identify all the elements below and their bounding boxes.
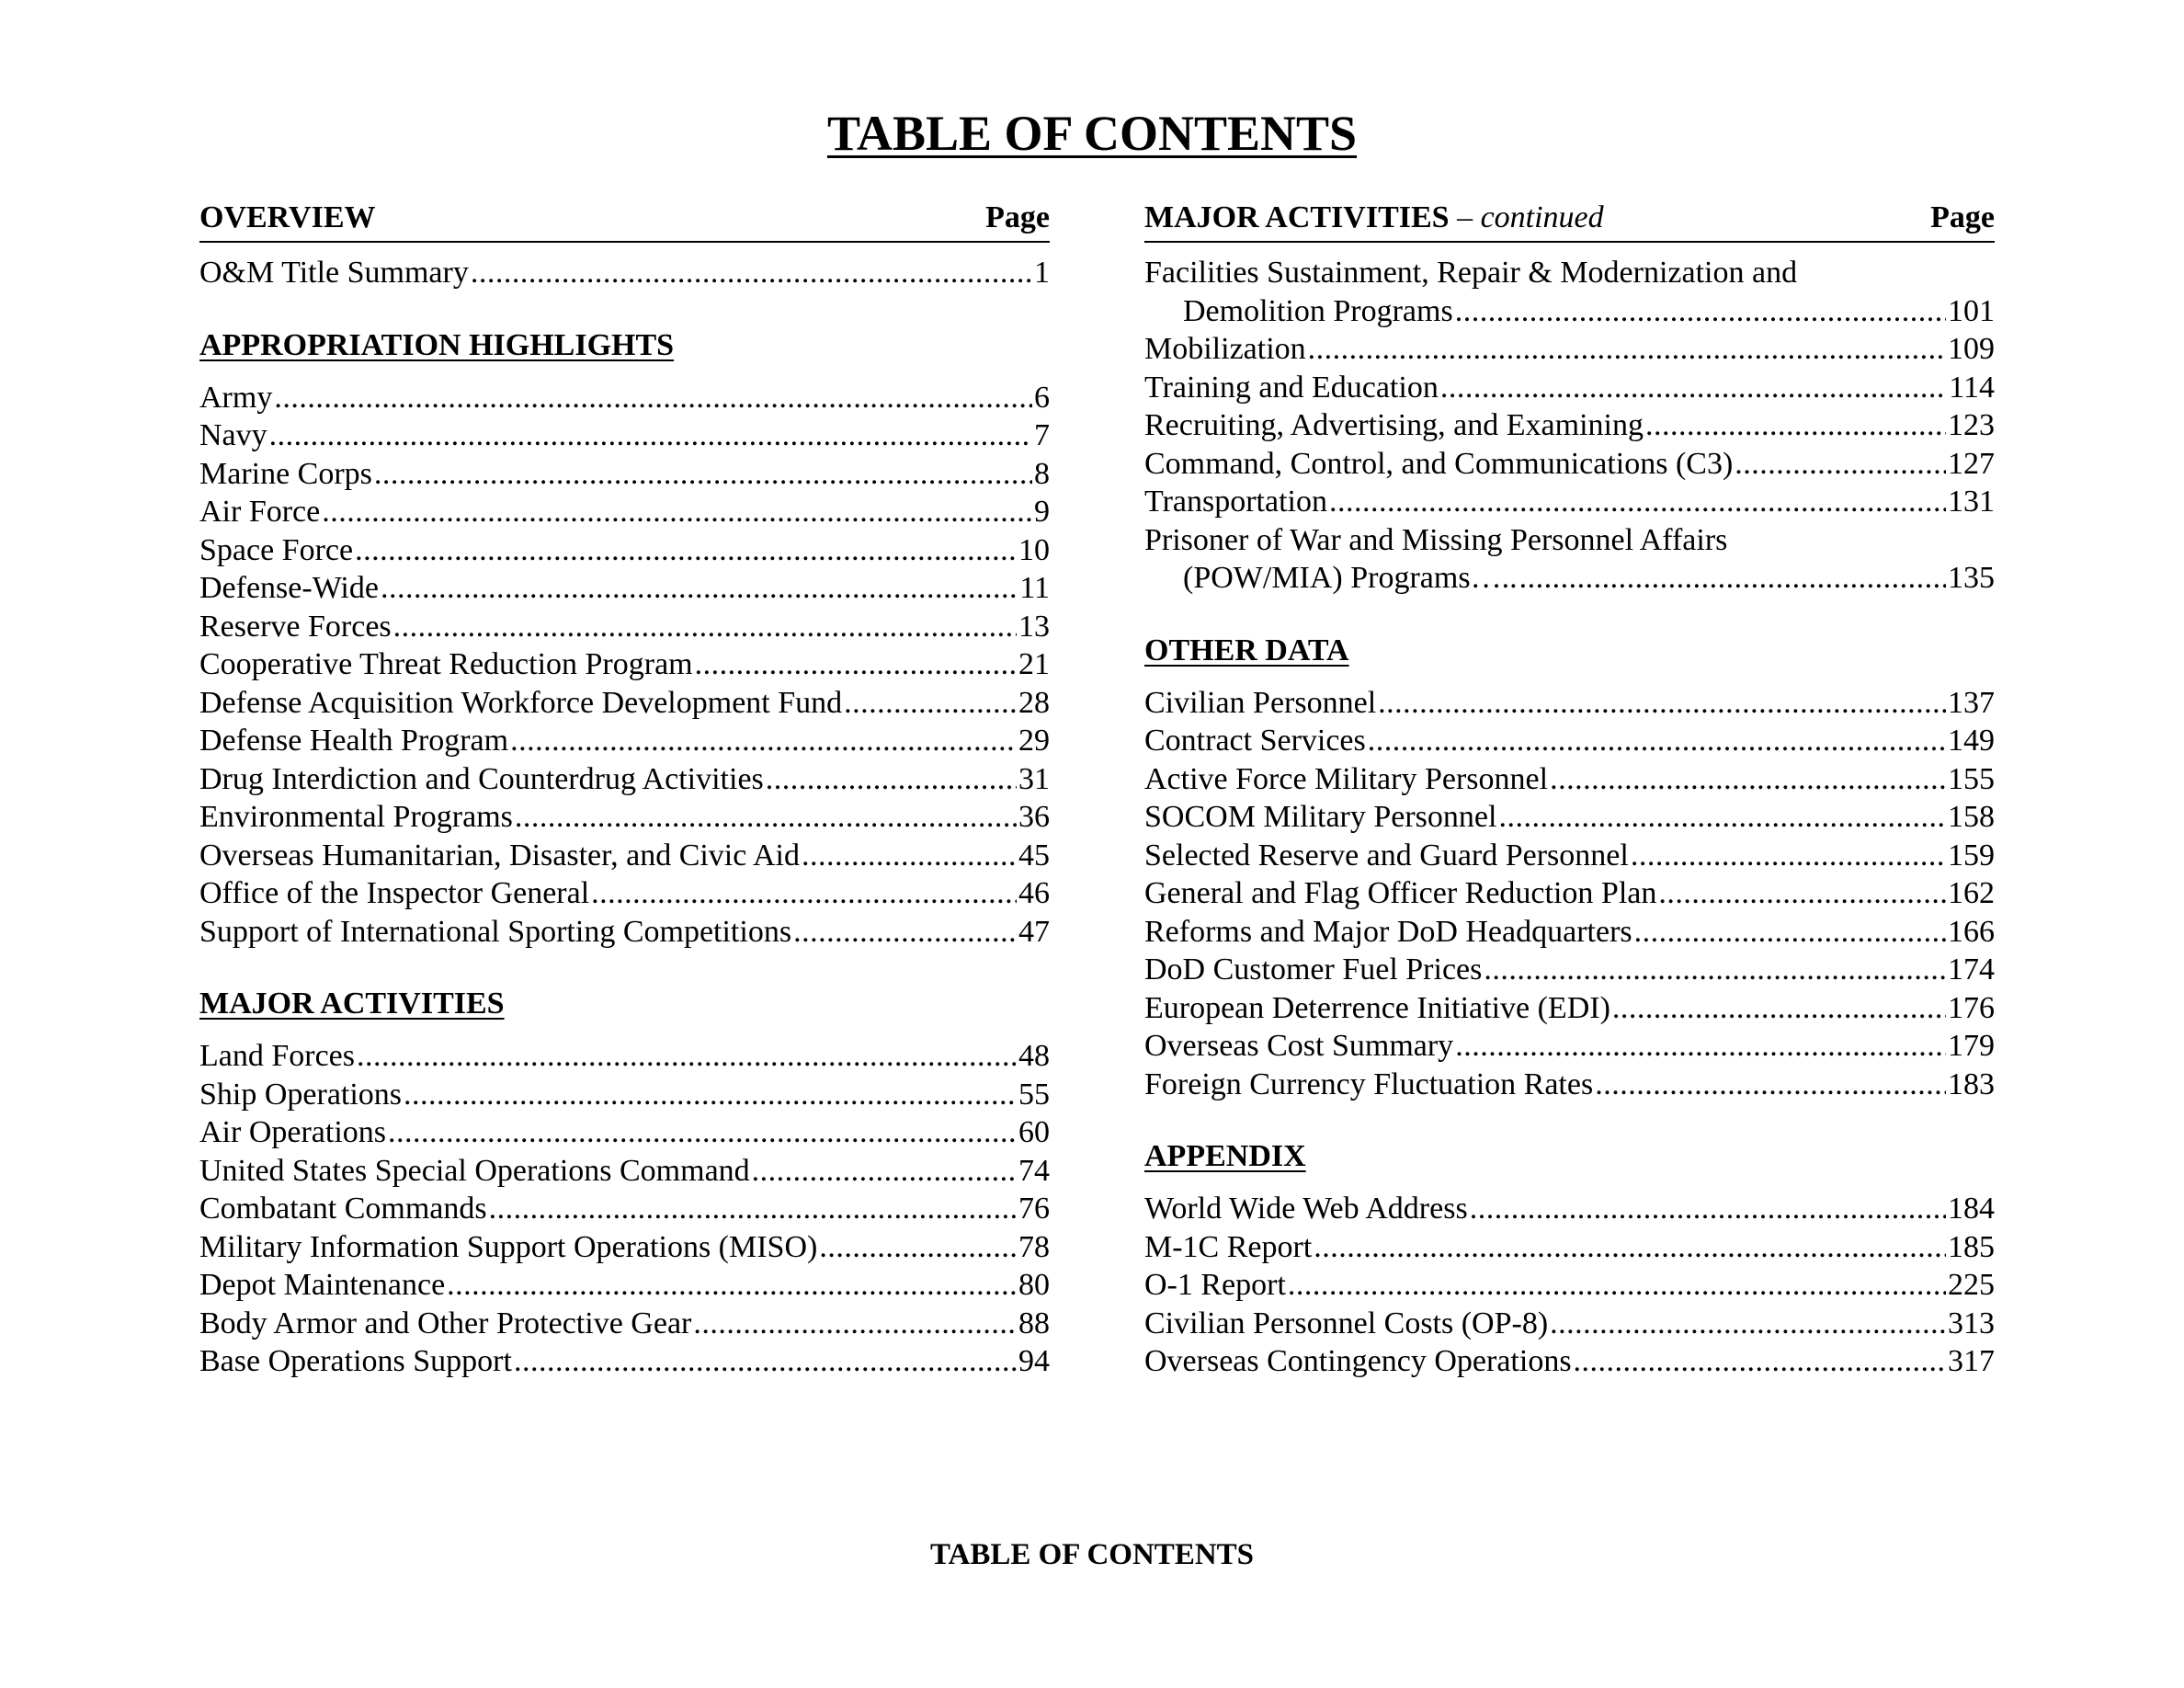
toc-entry[interactable] (1144, 760, 1995, 799)
toc-entry-page: 94 (1018, 1344, 1050, 1378)
toc-entry-page: 55 (1018, 1077, 1050, 1112)
toc-entry-facilities[interactable] (1144, 292, 1995, 331)
major-activities-list (199, 1037, 1050, 1381)
toc-entry-page: 159 (1948, 838, 1995, 873)
page-column-label: Page (1930, 200, 1995, 234)
continued-label: – continued (1457, 200, 1604, 234)
toc-entry-title: General and Flag Officer Reduction Plan (1144, 876, 1657, 910)
toc-entry-page: 183 (1948, 1066, 1995, 1101)
toc-entry[interactable] (1144, 798, 1995, 837)
toc-entry[interactable] (199, 722, 1050, 760)
dot-leader (793, 913, 1017, 952)
toc-entry-title: SOCOM Military Personnel (1144, 800, 1497, 834)
dot-leader (1378, 684, 1946, 723)
dot-leader (269, 416, 1032, 455)
dot-leader (1550, 1305, 1946, 1343)
dot-leader (404, 1076, 1017, 1114)
dot-leader (1288, 1266, 1946, 1305)
toc-entry-page: 7 (1034, 418, 1050, 452)
toc-entry[interactable] (1144, 1342, 1995, 1381)
dot-leader (693, 1305, 1017, 1343)
dot-leader (844, 684, 1017, 723)
toc-entry-page: 135 (1948, 561, 1995, 595)
toc-entry-title: Marine Corps (199, 456, 372, 491)
toc-entry[interactable] (1144, 874, 1995, 913)
toc-entry-page: 225 (1948, 1268, 1995, 1302)
toc-entry[interactable] (199, 760, 1050, 799)
toc-entry-page: 47 (1018, 914, 1050, 949)
toc-entry-page: 185 (1948, 1229, 1995, 1264)
toc-entry-page: 45 (1018, 838, 1050, 873)
toc-entry-page: 9 (1034, 495, 1050, 529)
toc-entry[interactable] (199, 416, 1050, 455)
toc-entry-page: 29 (1018, 724, 1050, 758)
toc-entry[interactable] (1144, 1266, 1995, 1305)
toc-entry-page: 174 (1948, 952, 1995, 987)
major-activities-heading: MAJOR ACTIVITIES (199, 987, 505, 1021)
dot-leader (393, 608, 1017, 646)
toc-entry-title: Training and Education (1144, 370, 1439, 405)
toc-entry-title: Office of the Inspector General (199, 876, 590, 910)
toc-entry[interactable] (199, 608, 1050, 646)
toc-entry-title: Air Operations (199, 1115, 387, 1149)
toc-entry-title: DoD Customer Fuel Prices (1144, 952, 1483, 987)
dot-leader (819, 1228, 1017, 1267)
toc-entry-title: Support of International Sporting Competitions (199, 914, 792, 949)
toc-entry-title: Ship Operations (199, 1077, 403, 1112)
toc-entry[interactable] (1144, 1305, 1995, 1343)
dot-leader (1455, 1027, 1946, 1066)
toc-entry-page: 162 (1948, 876, 1995, 910)
appropriation-highlights-heading: APPROPRIATION HIGHLIGHTS (199, 327, 675, 362)
dot-leader (322, 493, 1032, 531)
toc-entry-page: 123 (1948, 408, 1995, 442)
toc-entry-page: 46 (1018, 876, 1050, 910)
toc-entry-page: 8 (1034, 456, 1050, 491)
toc-entry-pow-line1[interactable]: Prisoner of War and Missing Personnel Affairs (1144, 522, 1728, 557)
toc-entry-page: 31 (1018, 761, 1050, 796)
other-data-list (1144, 684, 1995, 1104)
toc-entry-page: 88 (1018, 1306, 1050, 1340)
toc-entry-title: Selected Reserve and Guard Personnel (1144, 838, 1629, 873)
toc-entry-title: Foreign Currency Fluctuation Rates (1144, 1066, 1594, 1101)
toc-entry-title: Active Force Military Personnel (1144, 761, 1549, 796)
toc-entry-page: 74 (1018, 1153, 1050, 1188)
toc-entry-title: Combatant Commands (199, 1192, 487, 1226)
toc-entry[interactable] (199, 874, 1050, 913)
overview-list (199, 254, 1050, 292)
dot-leader (489, 1190, 1017, 1228)
major-activities-continued-header (1144, 195, 1995, 243)
dot-leader (510, 722, 1017, 760)
toc-entry-page: 317 (1948, 1344, 1995, 1378)
dot-leader (514, 1342, 1017, 1381)
page-title: TABLE OF CONTENTS (826, 106, 1358, 161)
toc-entry-title: Overseas Contingency Operations (1144, 1344, 1572, 1378)
other-data-heading: OTHER DATA (1144, 633, 1349, 667)
toc-entry-page: 131 (1948, 485, 1995, 519)
dot-leader (471, 254, 1032, 292)
dot-leader (1368, 722, 1946, 760)
toc-entry[interactable] (199, 569, 1050, 608)
dot-leader (752, 1152, 1017, 1191)
toc-entry[interactable] (1144, 1027, 1995, 1066)
toc-entry[interactable] (1144, 989, 1995, 1028)
toc-entry-title: Command, Control, and Communications (C3) (1144, 446, 1734, 481)
toc-entry-page: 158 (1948, 800, 1995, 834)
dot-leader (1612, 989, 1946, 1028)
toc-entry-title: World Wide Web Address (1144, 1192, 1468, 1226)
toc-entry-title: Contract Services (1144, 724, 1366, 758)
toc-entry-page: 13 (1018, 609, 1050, 644)
dot-leader (355, 531, 1017, 570)
dot-leader (1498, 798, 1946, 837)
toc-entry-page: 166 (1948, 914, 1995, 949)
toc-left-column (199, 195, 1050, 1381)
toc-entry-page: 313 (1948, 1306, 1995, 1340)
toc-entry[interactable] (199, 913, 1050, 952)
toc-entry-title: Base Operations Support (199, 1344, 512, 1378)
toc-entry[interactable] (199, 1037, 1050, 1076)
toc-entry-title: Body Armor and Other Protective Gear (199, 1306, 692, 1340)
toc-entry-page: 149 (1948, 724, 1995, 758)
toc-entry-title: O-1 Report (1144, 1268, 1286, 1302)
dot-leader (695, 645, 1017, 684)
toc-entry[interactable] (199, 684, 1050, 723)
toc-entry[interactable] (1144, 330, 1995, 369)
toc-entry-title: Drug Interdiction and Counterdrug Activities (199, 761, 764, 796)
dot-leader (1470, 1190, 1946, 1228)
appendix-heading: APPENDIX (1144, 1139, 1306, 1173)
dot-leader (447, 1266, 1017, 1305)
toc-entry[interactable] (199, 1076, 1050, 1114)
toc-entry-pow-mia[interactable] (1144, 559, 1995, 598)
toc-entry-title: Mobilization (1144, 332, 1306, 366)
dot-leader (1308, 330, 1946, 369)
toc-entry-title: Army (199, 380, 273, 415)
toc-entry-page: 179 (1948, 1029, 1995, 1063)
toc-entry-title: Depot Maintenance (199, 1268, 446, 1302)
toc-entry[interactable] (199, 1113, 1050, 1152)
toc-entry-page: 176 (1948, 990, 1995, 1025)
toc-entry-page: 76 (1018, 1192, 1050, 1226)
toc-entry-title: Space Force (199, 532, 354, 567)
toc-entry-title: Air Force (199, 495, 321, 529)
page-column-label: Page (985, 200, 1050, 234)
toc-entry-title: Navy (199, 418, 267, 452)
toc-entry-page: 127 (1948, 446, 1995, 481)
toc-entry-page: 78 (1018, 1229, 1050, 1264)
toc-entry-page: 6 (1034, 380, 1050, 415)
toc-entry-page: 155 (1948, 761, 1995, 796)
toc-entry-page: 60 (1018, 1115, 1050, 1149)
toc-entry-page: 48 (1018, 1039, 1050, 1073)
dot-leader (1519, 559, 1946, 598)
toc-entry[interactable] (1144, 951, 1995, 989)
toc-entry-title: Defense Health Program (199, 724, 509, 758)
toc-entry[interactable] (199, 531, 1050, 570)
dot-leader (381, 569, 1018, 608)
dot-leader (1645, 406, 1946, 445)
toc-entry-title: Recruiting, Advertising, and Examining (1144, 408, 1644, 442)
toc-entry-title: Transportation (1144, 485, 1327, 519)
toc-entry-title: M-1C Report (1144, 1229, 1313, 1264)
toc-entry-title: Civilian Personnel (1144, 685, 1377, 720)
toc-entry[interactable] (1144, 445, 1995, 484)
major-activities-continued-list (1144, 330, 1995, 521)
page-footer: TABLE OF CONTENTS (929, 1538, 1255, 1571)
toc-entry-title: Defense Acquisition Workforce Development Fund (199, 685, 843, 720)
dot-leader (802, 837, 1017, 875)
dot-leader (1735, 445, 1946, 484)
major-activities-continued-heading: MAJOR ACTIVITIES (1144, 200, 1450, 234)
toc-entry[interactable] (1144, 1228, 1995, 1267)
dot-leader (766, 760, 1017, 799)
toc-entry[interactable] (1144, 722, 1995, 760)
toc-entry-title: Overseas Cost Summary (1144, 1029, 1454, 1063)
toc-entry-page: 1 (1034, 256, 1050, 290)
toc-entry[interactable] (199, 1342, 1050, 1381)
appropriation-highlights-list (199, 379, 1050, 952)
toc-entry-page: 10 (1018, 532, 1050, 567)
toc-entry-page: 101 (1948, 293, 1995, 328)
toc-right-column (1144, 195, 1995, 1381)
dot-leader (1314, 1228, 1946, 1267)
dot-leader (1631, 837, 1946, 875)
toc-entry[interactable] (1144, 913, 1995, 952)
dot-leader (388, 1113, 1017, 1152)
toc-entry-page: 114 (1949, 370, 1995, 405)
toc-entry[interactable] (199, 1152, 1050, 1191)
toc-entry[interactable] (199, 1228, 1050, 1267)
toc-entry[interactable] (199, 645, 1050, 684)
toc-entry[interactable] (199, 1190, 1050, 1228)
toc-entry[interactable] (199, 379, 1050, 417)
toc-entry-page: 36 (1018, 800, 1050, 834)
toc-entry-title: Reforms and Major DoD Headquarters (1144, 914, 1632, 949)
dot-leader (1634, 913, 1946, 952)
dot-leader (1455, 292, 1946, 331)
toc-entry[interactable] (199, 1266, 1050, 1305)
toc-entry[interactable] (199, 254, 1050, 292)
toc-entry-title: Demolition Programs (1183, 293, 1453, 328)
overview-heading: OVERVIEW (199, 200, 376, 234)
toc-entry[interactable] (1144, 837, 1995, 875)
toc-entry[interactable] (1144, 483, 1995, 521)
toc-entry[interactable] (199, 455, 1050, 494)
toc-entry[interactable] (199, 1305, 1050, 1343)
toc-entry-title: European Deterrence Initiative (EDI) (1144, 990, 1610, 1025)
toc-entry-title: Cooperative Threat Reduction Program (199, 647, 693, 681)
toc-entry[interactable] (199, 798, 1050, 837)
dot-leader (274, 379, 1032, 417)
dot-leader (1658, 874, 1946, 913)
toc-entry-title: United States Special Operations Command (199, 1153, 750, 1188)
toc-entry-title: O&M Title Summary (199, 256, 469, 290)
toc-entry-title: Overseas Humanitarian, Disaster, and Civic Aid (199, 838, 800, 873)
toc-entry-page: 137 (1948, 685, 1995, 720)
dot-leader (357, 1037, 1017, 1076)
dot-leader (591, 874, 1017, 913)
dot-leader (1440, 369, 1947, 407)
toc-entry-page: 21 (1018, 647, 1050, 681)
dot-leader (1574, 1342, 1946, 1381)
dot-leader (1484, 951, 1946, 989)
toc-entry-page: 28 (1018, 685, 1050, 720)
dot-leader (515, 798, 1017, 837)
toc-entry-facilities-line1[interactable]: Facilities Sustainment, Repair & Modernization and (1144, 256, 1798, 290)
toc-entry-title: Land Forces (199, 1039, 356, 1073)
dot-leader (1550, 760, 1946, 799)
toc-entry-page: 80 (1018, 1268, 1050, 1302)
overview-header (199, 195, 1050, 243)
toc-entry-title: Defense-Wide (199, 571, 379, 605)
toc-entry-title: Reserve Forces (199, 609, 392, 644)
toc-entry[interactable] (1144, 684, 1995, 723)
toc-entry[interactable] (1144, 1190, 1995, 1228)
toc-entry[interactable] (1144, 406, 1995, 445)
dot-leader (1329, 483, 1946, 521)
toc-entry-title: (POW/MIA) Programs….. (1183, 561, 1518, 595)
toc-entry[interactable] (199, 837, 1050, 875)
appendix-list (1144, 1190, 1995, 1381)
dot-leader (374, 455, 1032, 494)
toc-entry-page: 184 (1948, 1192, 1995, 1226)
toc-entry-page: 11 (1019, 571, 1050, 605)
toc-entry-title: Military Information Support Operations (MISO) (199, 1229, 818, 1264)
toc-entry-title: Civilian Personnel Costs (OP-8) (1144, 1306, 1549, 1340)
toc-entry-title: Environmental Programs (199, 800, 513, 834)
toc-entry[interactable] (199, 493, 1050, 531)
toc-entry[interactable] (1144, 369, 1995, 407)
toc-entry-page: 109 (1948, 332, 1995, 366)
dot-leader (1595, 1066, 1946, 1104)
toc-entry[interactable] (1144, 1066, 1995, 1104)
